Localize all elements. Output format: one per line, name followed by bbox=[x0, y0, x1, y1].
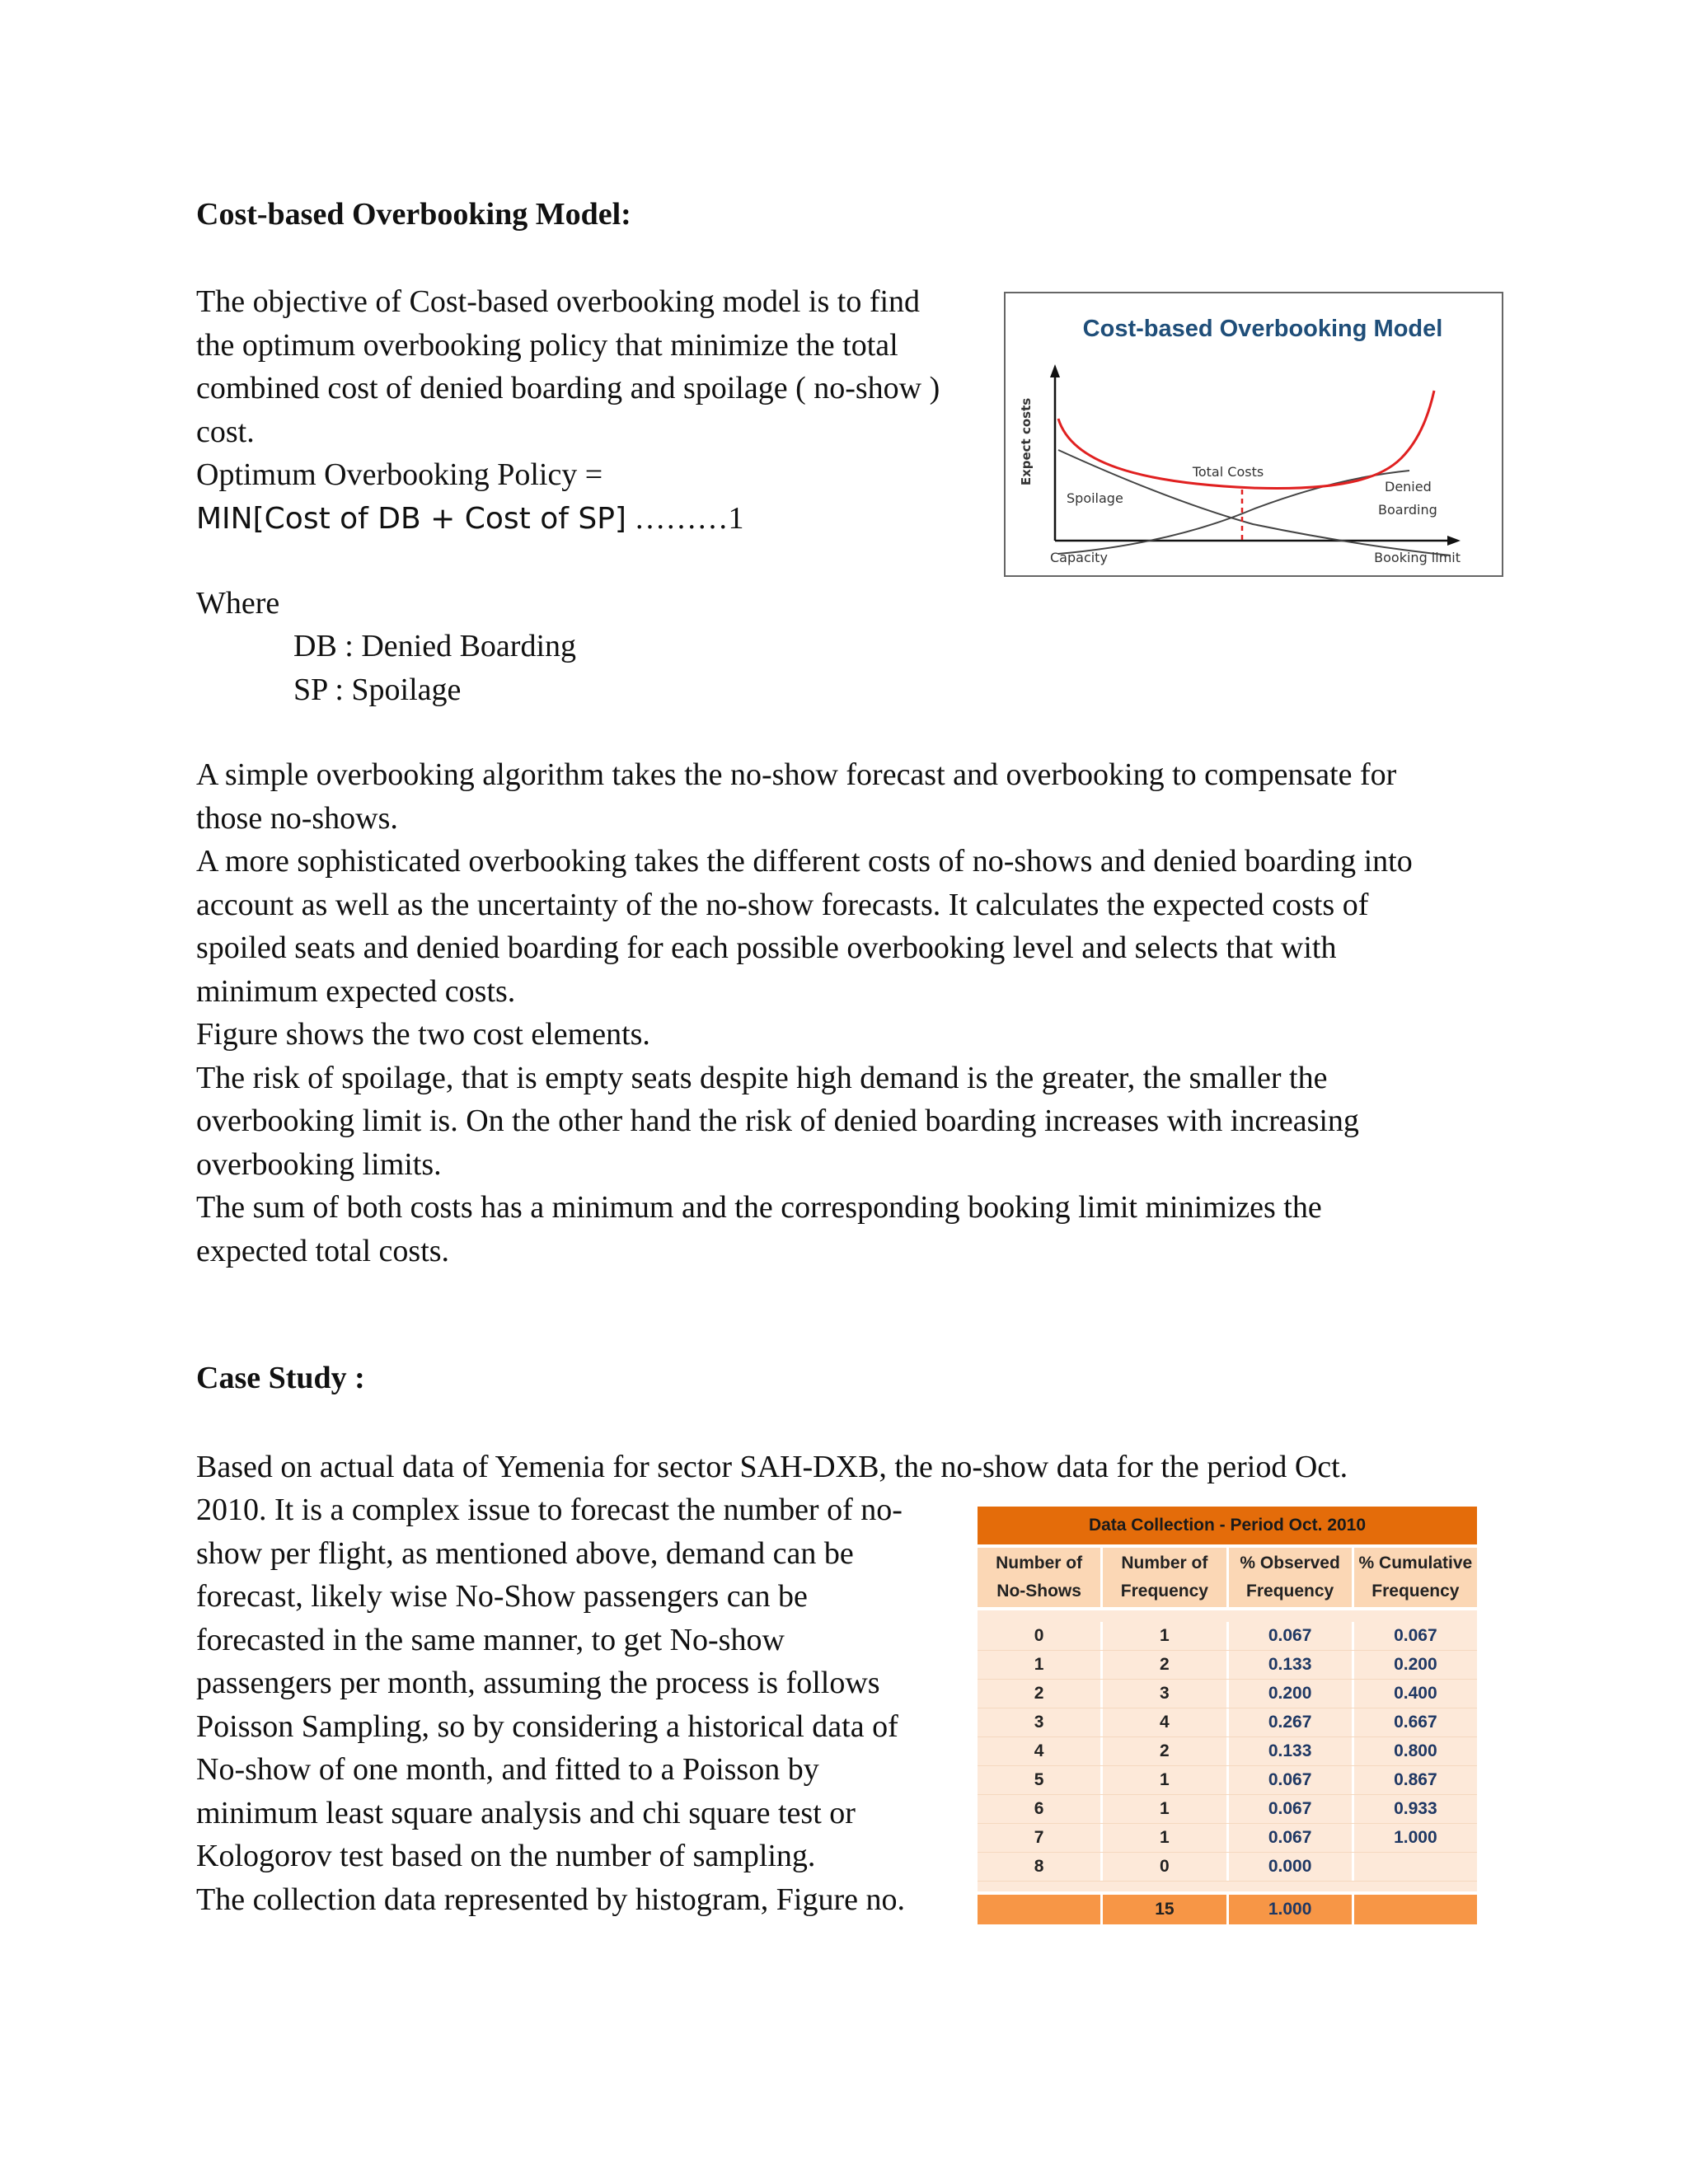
table-spacer bbox=[978, 1881, 1477, 1891]
table-cell: 0.067 bbox=[1229, 1824, 1354, 1852]
case-line: forecasted in the same manner, to get No-show bbox=[196, 1622, 785, 1657]
table-cell: 1 bbox=[1103, 1824, 1228, 1852]
intro-line: combined cost of denied boarding and spoilage ( no-show ) bbox=[196, 371, 940, 405]
table-row bbox=[978, 1765, 1477, 1794]
table-total-row bbox=[978, 1891, 1477, 1924]
intro-line: the optimum overbooking policy that minimize the total bbox=[196, 327, 898, 363]
table-cell: 0.067 bbox=[1229, 1795, 1354, 1823]
table-cell: 0.067 bbox=[1229, 1766, 1354, 1794]
total-cell: 1.000 bbox=[1229, 1895, 1354, 1924]
table-cell: 2 bbox=[1103, 1651, 1228, 1679]
y-axis-arrow-icon bbox=[1050, 364, 1060, 377]
table-cell: 7 bbox=[978, 1824, 1103, 1852]
formula-suffix: ………1 bbox=[626, 500, 744, 536]
case-line: show per flight, as mentioned above, demand can be bbox=[196, 1535, 854, 1571]
table-row bbox=[978, 1650, 1477, 1679]
table-spacer bbox=[978, 1607, 1477, 1622]
figure-y-axis-label: Expect costs bbox=[1019, 397, 1034, 486]
body-line: The risk of spoilage, that is empty seats despite high demand is the greater, the smaller the bbox=[196, 1060, 1328, 1095]
case-line: passengers per month, assuming the process is follows bbox=[196, 1666, 880, 1700]
table-cell: 6 bbox=[978, 1795, 1103, 1823]
table-title: Data Collection - Period Oct. 2010 bbox=[978, 1507, 1477, 1544]
table-cell: 4 bbox=[1103, 1708, 1228, 1736]
table-cell: 0.800 bbox=[1394, 1741, 1437, 1760]
case-line: Kologorov test based on the number of sampling. bbox=[196, 1839, 816, 1873]
table-cell: 5 bbox=[978, 1766, 1103, 1794]
body-line: expected total costs. bbox=[196, 1233, 450, 1268]
table-cell bbox=[1354, 1853, 1477, 1881]
table-cell: 0.200 bbox=[1394, 1655, 1437, 1674]
body-line: overbooking limit is. On the other hand the risk of denied boarding increases with increasing bbox=[196, 1104, 1359, 1138]
case-line: forecast, likely wise No-Show passengers can be bbox=[196, 1579, 808, 1614]
table-cell: 0.667 bbox=[1394, 1713, 1437, 1732]
label-booking-limit: Booking limit bbox=[1374, 550, 1461, 565]
intro-line: The objective of Cost-based overbooking model is to find bbox=[196, 284, 921, 319]
body-line: overbooking limits. bbox=[196, 1146, 442, 1182]
total-cell bbox=[978, 1895, 1103, 1924]
formula-line bbox=[196, 497, 940, 541]
body-line: The sum of both costs has a minimum and the corresponding booking limit minimizes the bbox=[196, 1190, 1322, 1225]
case-line: No-show of one month, and fitted to a Poisson by bbox=[196, 1752, 819, 1787]
table-header-row bbox=[978, 1544, 1477, 1607]
label-boarding: Boarding bbox=[1378, 502, 1437, 518]
x-axis-arrow-icon bbox=[1447, 536, 1461, 546]
header-no-shows: Number of No-Shows bbox=[978, 1548, 1103, 1607]
intro-paragraph bbox=[196, 280, 940, 541]
label-total-costs: Total Costs bbox=[1192, 464, 1264, 480]
table-row bbox=[978, 1794, 1477, 1823]
body-line: A more sophisticated overbooking takes the different costs of no-shows and denied boarding into bbox=[196, 844, 1413, 879]
table-cell: 0.267 bbox=[1229, 1708, 1354, 1736]
table-row bbox=[978, 1708, 1477, 1736]
table-cell: 1 bbox=[1103, 1622, 1228, 1650]
data-collection-table bbox=[978, 1507, 1477, 1924]
table-cell: 3 bbox=[978, 1708, 1103, 1736]
table-row bbox=[978, 1679, 1477, 1708]
definition-db: DB : Denied Boarding bbox=[293, 629, 577, 663]
table-cell: 0.933 bbox=[1394, 1799, 1437, 1818]
header-frequency: Number of Frequency bbox=[1103, 1548, 1228, 1607]
formula: MIN[Cost of DB + Cost of SP] bbox=[196, 501, 626, 536]
total-cell: 15 bbox=[1103, 1895, 1228, 1924]
body-line: account as well as the uncertainty of the no-show forecasts. It calculates the expected costs of bbox=[196, 887, 1369, 922]
table-cell: 3 bbox=[1103, 1680, 1228, 1708]
section-heading-cost-model: Cost-based Overbooking Model: bbox=[196, 197, 631, 232]
label-denied: Denied bbox=[1385, 479, 1432, 494]
table-cell: 2 bbox=[1103, 1737, 1228, 1765]
table-cell: 0.000 bbox=[1229, 1853, 1354, 1881]
table-cell: 1 bbox=[978, 1651, 1103, 1679]
figure-title: Cost-based Overbooking Model bbox=[1082, 316, 1443, 342]
intro-line: Optimum Overbooking Policy = bbox=[196, 457, 603, 492]
table-cell: 0.067 bbox=[1229, 1622, 1354, 1650]
case-study-paragraph bbox=[196, 1488, 905, 1921]
table-body bbox=[978, 1622, 1477, 1881]
header-cumulative: % Cumulative Frequency bbox=[1358, 1554, 1473, 1601]
label-spoilage: Spoilage bbox=[1067, 490, 1123, 506]
definition-sp: SP : Spoilage bbox=[293, 673, 462, 707]
table-row bbox=[978, 1823, 1477, 1852]
case-line: minimum least square analysis and chi square test or bbox=[196, 1795, 856, 1830]
table-cell: 0.400 bbox=[1394, 1684, 1437, 1703]
cost-model-diagram bbox=[1006, 293, 1502, 575]
table-cell: 0.867 bbox=[1394, 1770, 1437, 1789]
table-row bbox=[978, 1622, 1477, 1650]
body-line: Figure shows the two cost elements. bbox=[196, 1017, 650, 1052]
table-cell: 1 bbox=[1103, 1766, 1228, 1794]
header-observed: % Observed Frequency bbox=[1229, 1548, 1354, 1607]
case-study-first-line: Based on actual data of Yemenia for sector SAH-DXB, the no-show data for the period Oct. bbox=[196, 1450, 1348, 1484]
table-row bbox=[978, 1852, 1477, 1881]
case-line: The collection data represented by histogram, Figure no. bbox=[196, 1882, 906, 1917]
where-label: Where bbox=[196, 586, 280, 621]
table-cell: 0.133 bbox=[1229, 1737, 1354, 1765]
table-cell: 0.200 bbox=[1229, 1680, 1354, 1708]
case-line: 2010. It is a complex issue to forecast the number of no- bbox=[196, 1493, 903, 1527]
table-cell: 1.000 bbox=[1394, 1828, 1437, 1847]
table-row bbox=[978, 1736, 1477, 1765]
body-line: spoiled seats and denied boarding for each possible overbooking level and selects that with bbox=[196, 930, 1337, 965]
table-cell: 0 bbox=[978, 1622, 1103, 1650]
section-heading-case-study: Case Study : bbox=[196, 1361, 365, 1395]
body-line: A simple overbooking algorithm takes the no-show forecast and overbooking to compensate for bbox=[196, 757, 1397, 792]
case-line: Poisson Sampling, so by considering a historical data of bbox=[196, 1708, 898, 1744]
table-cell: 0.067 bbox=[1394, 1626, 1437, 1645]
table-cell: 1 bbox=[1103, 1795, 1228, 1823]
table-cell: 0.133 bbox=[1229, 1651, 1354, 1679]
label-capacity: Capacity bbox=[1050, 550, 1108, 565]
cost-model-figure bbox=[1004, 292, 1503, 577]
table-cell: 4 bbox=[978, 1737, 1103, 1765]
intro-line: cost. bbox=[196, 414, 255, 449]
body-line: minimum expected costs. bbox=[196, 973, 516, 1009]
body-paragraphs bbox=[196, 753, 1413, 1272]
total-cell bbox=[1354, 1895, 1477, 1924]
table-cell: 0 bbox=[1103, 1853, 1228, 1881]
body-line: those no-shows. bbox=[196, 800, 398, 836]
table-cell: 8 bbox=[978, 1853, 1103, 1881]
table-cell: 2 bbox=[978, 1680, 1103, 1708]
